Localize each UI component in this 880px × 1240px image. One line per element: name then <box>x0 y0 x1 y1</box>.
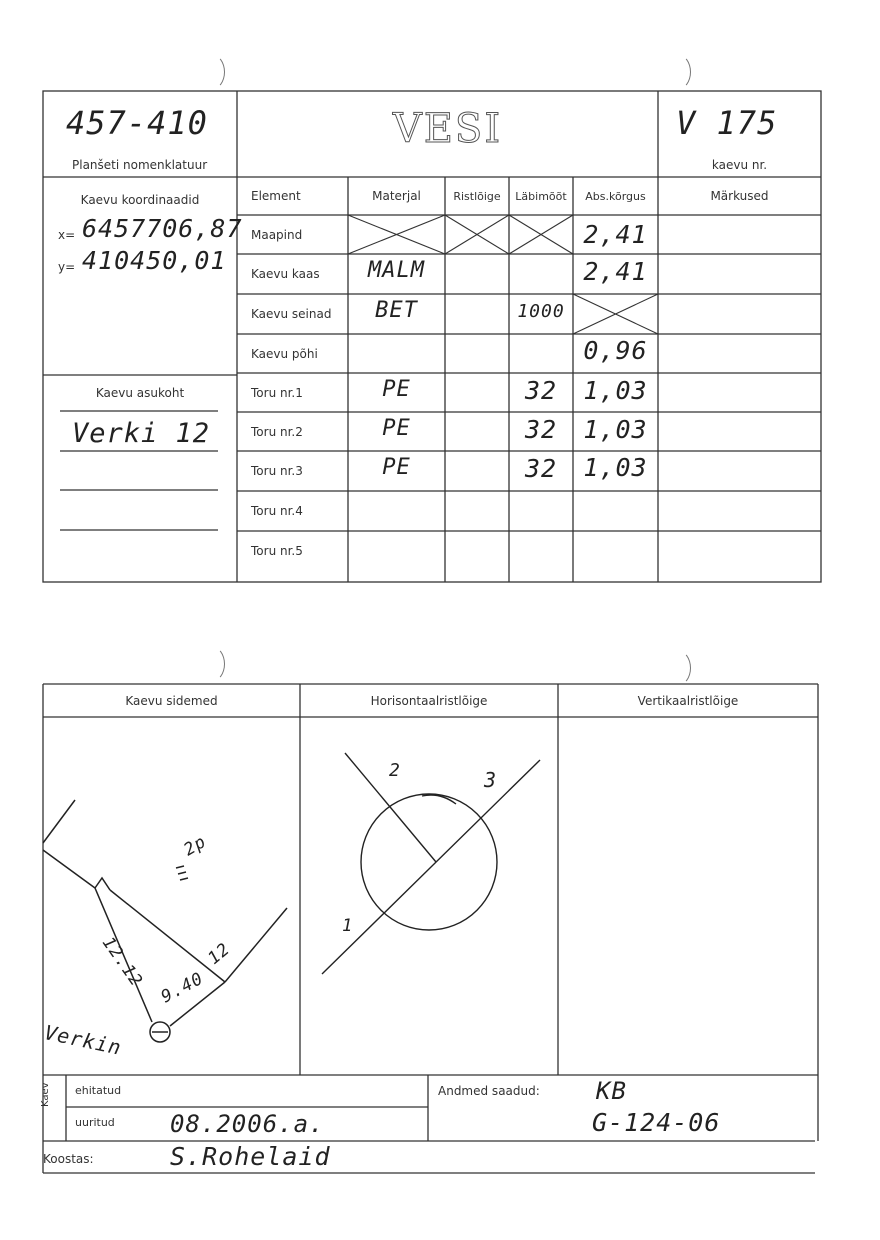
row-material-value: PE <box>382 455 411 480</box>
row-diameter-value: 32 <box>524 376 558 405</box>
sketch-label-1212: 12.12 <box>97 933 147 991</box>
y-label: y= <box>58 260 76 274</box>
well-side-label: Kaev <box>40 1082 51 1107</box>
location-value: Verki 12 <box>72 418 211 449</box>
pipe-label-2: 2 <box>389 760 401 781</box>
row-element-label: Toru nr.4 <box>251 504 303 518</box>
row-element-label: Kaevu põhi <box>251 347 318 361</box>
horizontal-section-label: Horisontaalristlõige <box>370 694 488 708</box>
data-source-label: Andmed saadud: <box>438 1084 540 1098</box>
data-source-line1: KB <box>596 1077 627 1105</box>
sketch-label-940: 9.40 <box>157 968 208 1008</box>
column-header-abs-height: Abs.kõrgus <box>585 190 646 203</box>
row-height-value: 1,03 <box>583 453 648 482</box>
well-ties-sketch <box>43 800 287 1042</box>
row-height-value: 2,41 <box>583 257 648 286</box>
well-number-value: V 175 <box>676 104 778 142</box>
column-header-remarks: Märkused <box>710 189 769 203</box>
row-diameter-value: 32 <box>524 454 558 483</box>
row-material-value: MALM <box>368 258 425 283</box>
sketch-label-12: 12 <box>204 939 235 969</box>
measured-label: uuritud <box>75 1116 115 1129</box>
ties-column-label: Kaevu sidemed <box>125 694 218 708</box>
row-diameter-value: 32 <box>524 415 558 444</box>
sketch-label-2p: 2p <box>180 831 210 861</box>
row-element-label: Maapind <box>251 228 303 242</box>
row-material-value: PE <box>382 377 411 402</box>
row-material-value: BET <box>375 298 418 323</box>
row-element-label: Toru nr.3 <box>251 464 303 478</box>
row-element-label: Toru nr.2 <box>251 425 303 439</box>
y-coordinate-value: 410450,01 <box>82 246 227 275</box>
form-title: VESI <box>392 106 503 152</box>
built-label: ehitatud <box>75 1084 122 1097</box>
column-header-element: Element <box>251 189 301 203</box>
data-source-line2: G-124-06 <box>592 1108 721 1137</box>
column-header-material: Materjal <box>372 189 421 203</box>
x-coordinate-value: 6457706,87 <box>82 214 243 243</box>
row-height-value: 1,03 <box>583 415 648 444</box>
compiled-by-label: Koostas: <box>43 1152 94 1166</box>
pipe-label-3: 3 <box>484 768 498 792</box>
vertical-section-label: Vertikaalristlõige <box>637 694 739 708</box>
location-label: Kaevu asukoht <box>95 386 185 400</box>
coordinates-label: Kaevu koordinaadid <box>80 193 200 207</box>
row-material-value: PE <box>382 416 411 441</box>
row-element-label: Kaevu kaas <box>251 267 320 281</box>
well-card-bottom <box>0 600 880 1240</box>
row-diameter-value: 1000 <box>517 301 565 322</box>
well-card-top <box>0 0 880 600</box>
x-label: x= <box>58 228 76 242</box>
row-element-label: Toru nr.5 <box>251 544 303 558</box>
row-element-label: Kaevu seinad <box>251 307 332 321</box>
compiled-by-value: S.Rohelaid <box>170 1142 331 1171</box>
sketch-street-label: Verkin <box>42 1020 124 1060</box>
row-height-value: 2,41 <box>583 220 648 249</box>
row-element-label: Toru nr.1 <box>251 386 303 400</box>
well-number-label: kaevu nr. <box>711 158 768 172</box>
nomenclature-value: 457-410 <box>66 104 208 142</box>
column-header-cross-section: Ristlõige <box>453 190 501 203</box>
measured-value: 08.2006.a. <box>170 1110 325 1138</box>
column-header-diameter: Läbimõõt <box>515 190 567 203</box>
row-height-value: 0,96 <box>583 336 648 365</box>
nomenclature-label: Planšeti nomenklatuur <box>72 158 208 172</box>
horizontal-section-drawing <box>322 753 540 974</box>
pipe-label-1: 1 <box>342 916 354 936</box>
row-height-value: 1,03 <box>583 376 648 405</box>
